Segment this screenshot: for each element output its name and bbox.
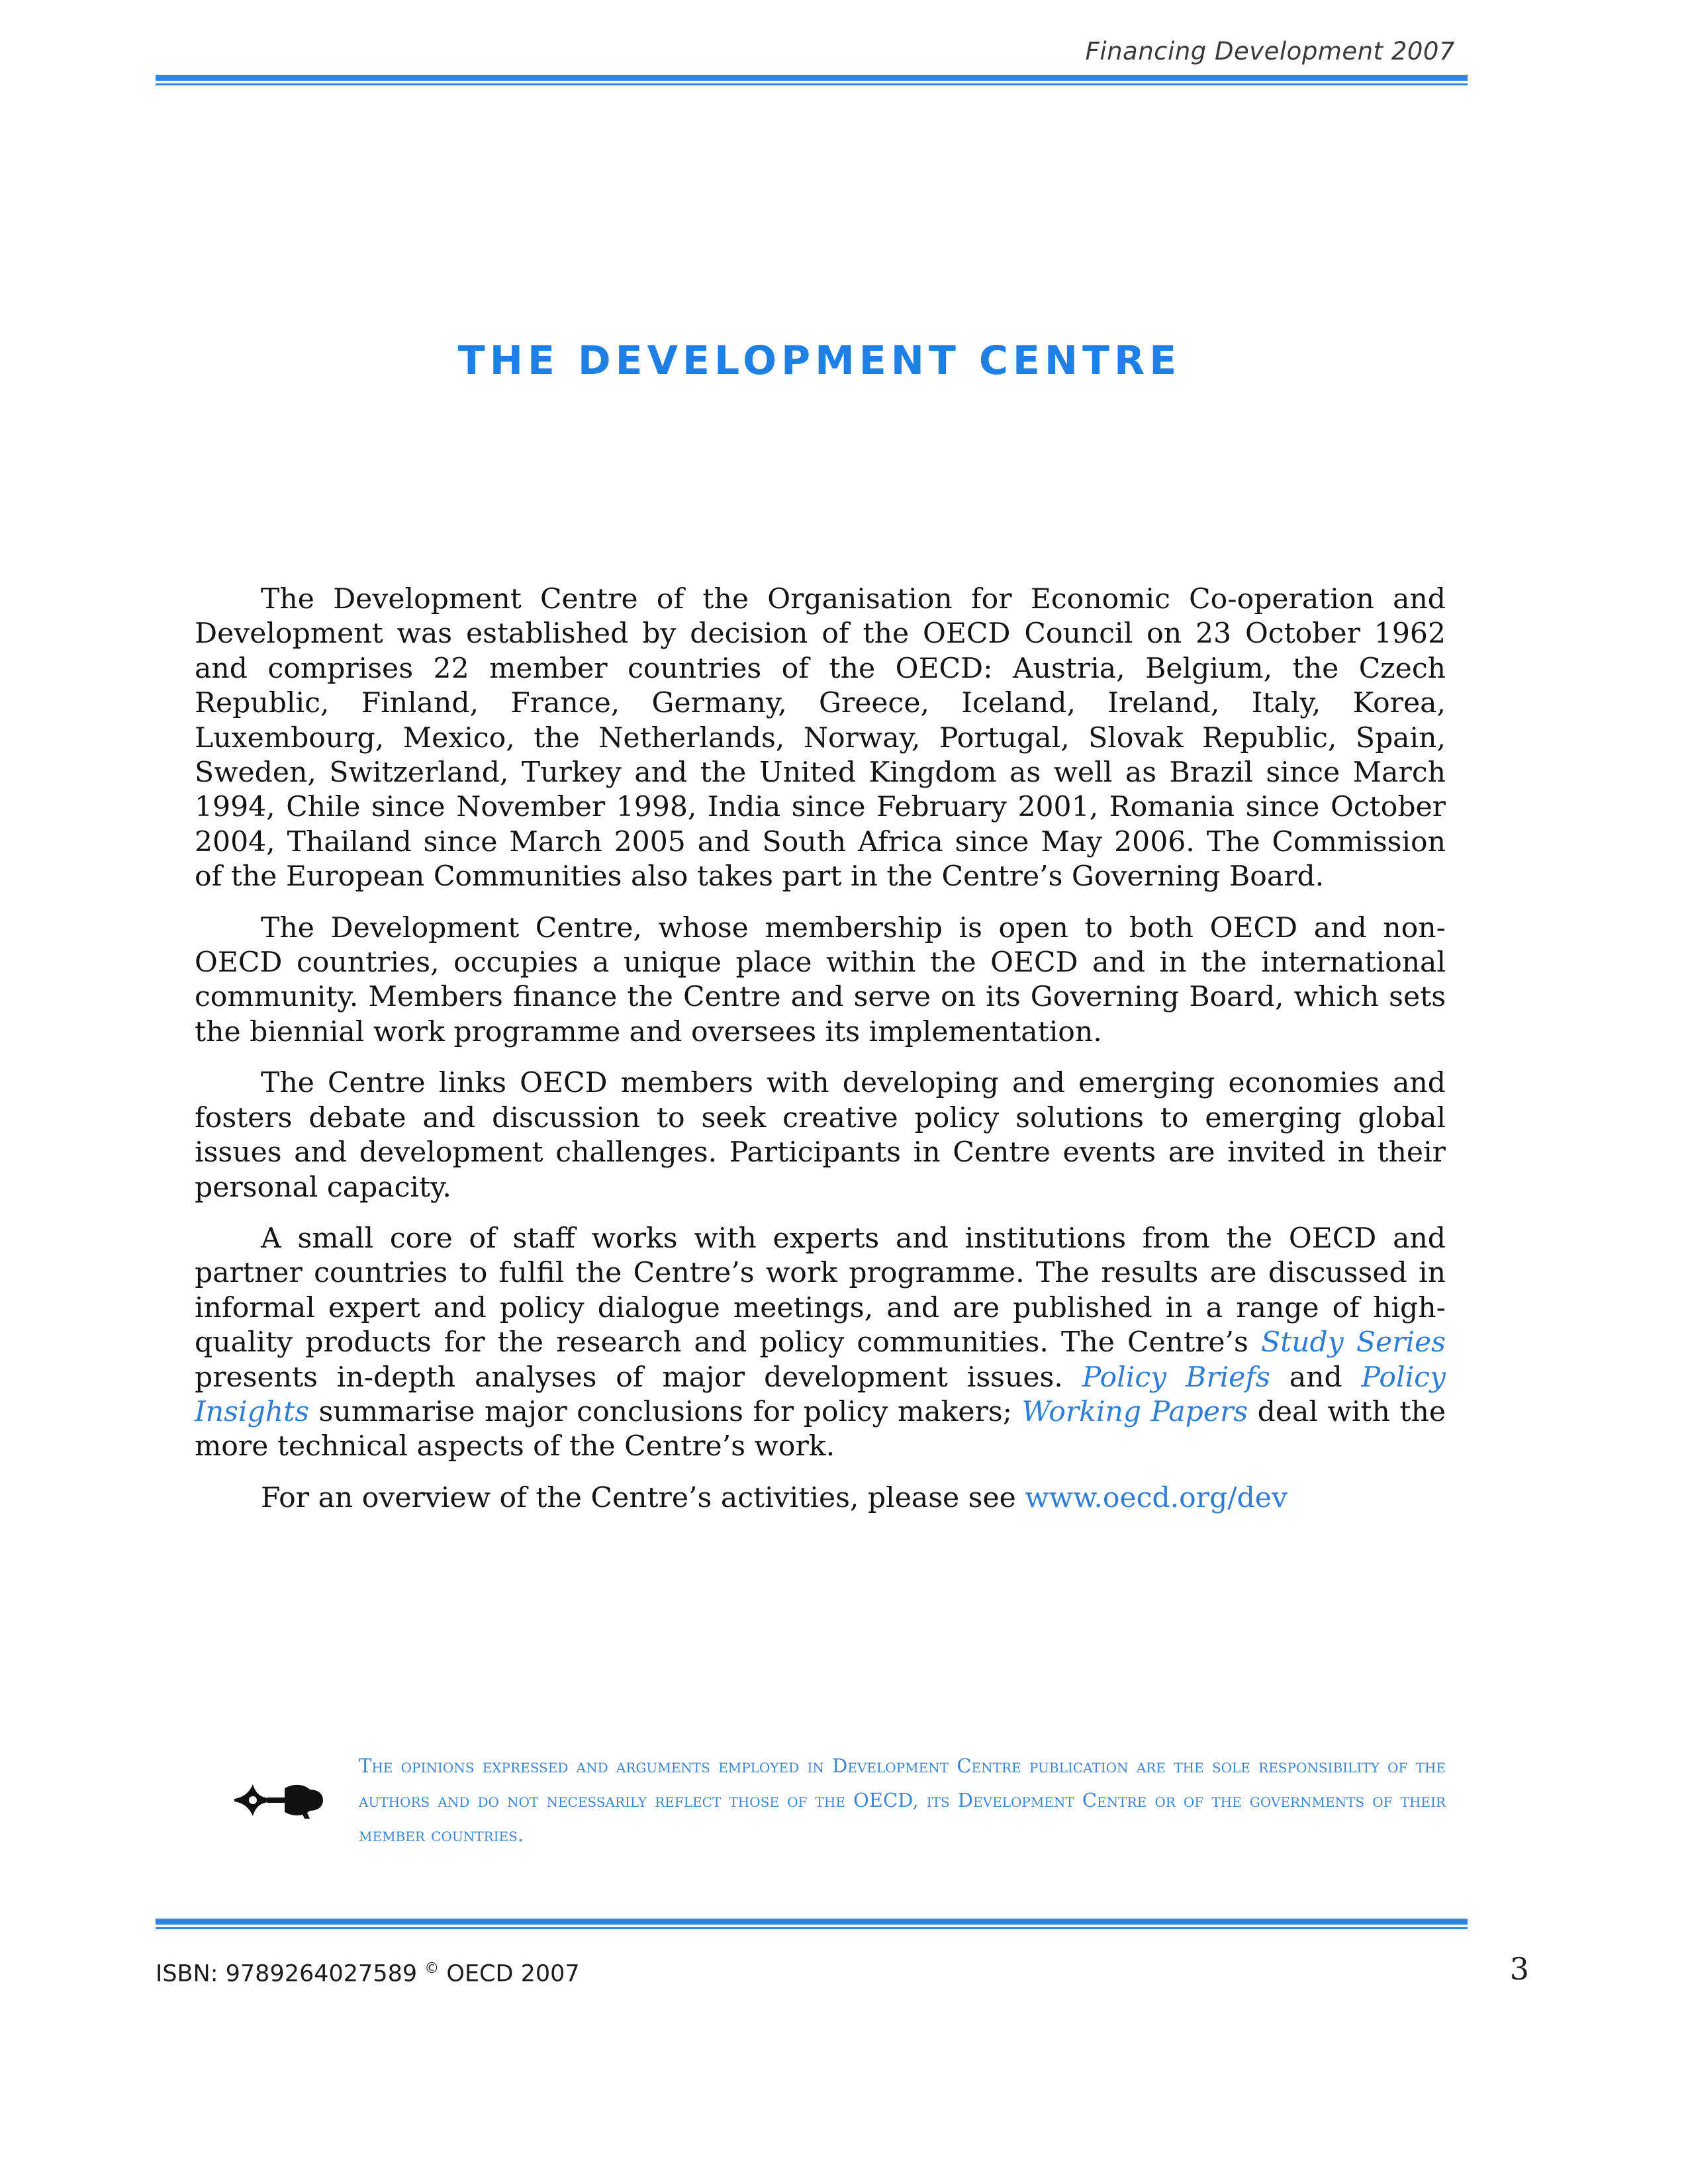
paragraph-overview — [195, 1481, 1446, 1516]
paragraph-publications — [195, 1222, 1446, 1465]
footer-rule — [156, 1919, 1468, 1929]
publications-text-3: and — [1270, 1361, 1362, 1394]
publications-text-1: A small core of staff works with experts and institutions from the OECD and partner countries to fulfil the Centre’s work programme. The results are discussed in informal expert and policy dialogue meetings, and are published in a range of high-quality products for the research and policy communities. The Centre’s — [195, 1222, 1446, 1359]
isbn-number: ISBN: 9789264027589 — [156, 1960, 425, 1987]
copyright-owner: OECD 2007 — [439, 1960, 580, 1987]
disclaimer: The opinions expressed and arguments employed in Development Centre publication are the sole responsibility of the authors and do not necessarily reflect those of the OECD, its Development Centre or of the governments of their member countries. — [359, 1754, 1446, 1846]
copyright-symbol: © — [424, 1960, 440, 1977]
paragraph-role: The Development Centre, whose membership is open to both OECD and non-OECD countries, occupies a unique place within the OECD and in the international community. Members finance the Centre and serve on its Governing Board, which sets the biennial work programme and oversees its implementation. — [195, 911, 1446, 1048]
oecd-dev-link[interactable]: www.oecd.org/dev — [1025, 1481, 1288, 1514]
oecd-development-centre-logo-icon — [233, 1778, 326, 1823]
running-head: Financing Development 2007 — [1085, 37, 1455, 66]
body-text — [195, 582, 1446, 1532]
page-number: 3 — [1509, 1951, 1529, 1987]
isbn-line — [156, 1960, 580, 1987]
page-title: THE DEVELOPMENT CENTRE — [457, 338, 1182, 384]
publications-text-4: summarise major conclusions for policy makers; — [309, 1395, 1022, 1428]
publications-text-2: presents in-depth analyses of major development issues. — [195, 1361, 1082, 1394]
study-series-link[interactable]: Study Series — [1260, 1326, 1446, 1359]
policy-insights-link[interactable]: Policy Insights — [195, 1361, 1446, 1428]
working-papers-link[interactable]: Working Papers — [1021, 1395, 1248, 1428]
paragraph-membership: The Development Centre of the Organisation for Economic Co-operation and Development was established by decision of the OECD Council on 23 October 1962 and comprises 22 member countries of the OECD: Austria, Belgium, the Czech Republic, Finland, France, Germany, Greece, Iceland, Ireland, Italy, Korea, Luxembourg, Mexico, the Netherlands, Norway, Portugal, Slovak Republic, Spain, Sweden, Switzerland, Turkey and the United Kingdom as well as Brazil since March 1994, Chile since November 1998, India since February 2001, Romania since October 2004, Thailand since March 2005 and South Africa since May 2006. The Commission of the European Communities also takes part in the Centre’s Governing Board. — [195, 583, 1446, 893]
paragraph-links: The Centre links OECD members with developing and emerging economies and fosters debate and discussion to seek creative policy solutions to emerging global issues and development challenges. Participants in Centre events are invited in their personal capacity. — [195, 1067, 1446, 1204]
policy-briefs-link[interactable]: Policy Briefs — [1082, 1361, 1270, 1394]
overview-text: For an overview of the Centre’s activities, please see — [261, 1481, 1025, 1514]
header-rule — [156, 75, 1468, 85]
publications-text-5: deal with the more technical aspects of the Centre’s work. — [195, 1395, 1446, 1463]
